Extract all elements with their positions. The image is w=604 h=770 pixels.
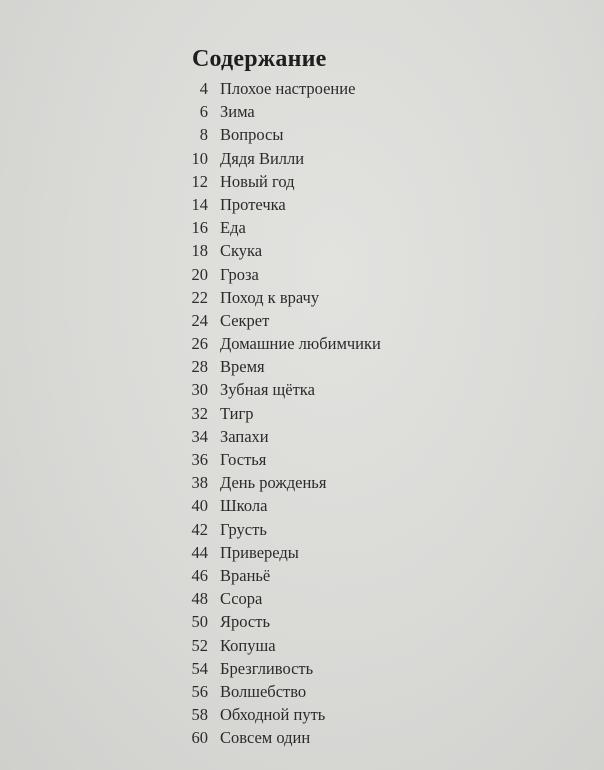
toc-entry [180, 265, 381, 288]
toc-entry-title: Тигр [220, 403, 254, 423]
toc-entry [180, 612, 381, 635]
toc-entry [180, 334, 381, 357]
toc-page-number: 20 [191, 264, 208, 284]
toc-entry-title: Зубная щётка [220, 380, 315, 400]
toc-entry-title: Плохое настроение [220, 79, 356, 98]
toc-entry [180, 149, 381, 172]
toc-entry [180, 636, 381, 659]
toc-page-number: 32 [191, 403, 208, 423]
toc-entry [180, 125, 381, 148]
toc-entry-title: Скука [220, 241, 263, 261]
toc-page-number: 50 [191, 612, 208, 632]
toc-page-number: 6 [199, 102, 208, 122]
toc-entry-title: Волшебство [220, 681, 307, 701]
toc-page-number: 56 [191, 681, 208, 701]
toc-entry-title: Совсем один [220, 728, 311, 748]
toc-entry [180, 473, 381, 496]
toc-entry-title: Грусть [220, 519, 267, 539]
toc-entry [180, 543, 381, 566]
toc-entry [180, 520, 381, 543]
toc-page-number: 24 [191, 310, 208, 330]
toc-page-number: 14 [191, 194, 208, 214]
toc-entry-title: Время [220, 357, 265, 377]
toc-entry-title: Гроза [220, 264, 259, 284]
toc-entry-title: Дядя Вилли [220, 148, 305, 168]
toc-page-number: 36 [191, 450, 208, 469]
table-of-contents [180, 79, 381, 751]
toc-entry [180, 404, 381, 427]
toc-page-number: 12 [191, 171, 208, 191]
toc-entry [180, 566, 381, 589]
toc-page-number: 44 [191, 542, 208, 562]
toc-entry-title: Привереды [220, 542, 299, 562]
toc-entry-title: Секрет [220, 310, 270, 330]
toc-page-number: 42 [191, 519, 208, 539]
toc-page-number: 26 [191, 334, 208, 354]
toc-entry [180, 496, 381, 519]
toc-entry [180, 288, 381, 311]
toc-entry-title: Вопросы [220, 125, 284, 145]
toc-entry-title: Протечка [220, 194, 286, 214]
toc-page-number: 40 [191, 496, 208, 516]
toc-entry-title: Копуша [220, 635, 276, 655]
toc-page-number: 38 [191, 473, 208, 493]
toc-entry-title: Враньё [220, 565, 271, 585]
toc-entry-title: Еда [220, 218, 246, 238]
toc-page-number: 48 [191, 589, 208, 609]
toc-entry [180, 357, 381, 380]
toc-page-number: 22 [191, 287, 208, 307]
toc-page-number: 4 [199, 79, 208, 98]
toc-page-number: 60 [191, 728, 208, 748]
toc-entry [180, 705, 381, 728]
toc-entry [180, 195, 381, 218]
toc-entry-title: Гостья [220, 450, 267, 469]
toc-entry [180, 659, 381, 682]
toc-entry [180, 311, 381, 334]
toc-page-number: 46 [191, 565, 208, 585]
toc-entry-title: Новый год [220, 171, 295, 191]
toc-entry-title: Поход к врачу [220, 287, 320, 307]
toc-entry-title: Ярость [220, 612, 270, 632]
toc-entry [180, 172, 381, 195]
toc-entry [180, 682, 381, 705]
toc-entry [180, 380, 381, 403]
toc-entry [180, 79, 381, 102]
toc-page-number: 54 [191, 658, 208, 678]
toc-page-number: 30 [191, 380, 208, 400]
toc-entry [180, 450, 381, 473]
toc-entry [180, 218, 381, 241]
toc-entry [180, 728, 381, 751]
toc-entry-title: Школа [220, 496, 268, 516]
toc-page-number: 8 [199, 125, 208, 145]
toc-entry-title: Брезгливость [220, 658, 314, 678]
toc-entry-title: Обходной путь [220, 705, 326, 725]
toc-page-number: 34 [191, 426, 208, 446]
toc-page-number: 16 [191, 218, 208, 238]
toc-entry-title: День рожденья [220, 473, 327, 493]
toc-page-number: 52 [191, 635, 208, 655]
toc-entry [180, 589, 381, 612]
toc-entry-title: Домашние любимчики [220, 334, 381, 354]
toc-page-number: 18 [191, 241, 208, 261]
toc-entry-title: Запахи [220, 426, 269, 446]
toc-entry [180, 241, 381, 264]
toc-page-number: 28 [191, 357, 208, 377]
page-title: Содержание [192, 46, 327, 73]
toc-page-number: 58 [191, 705, 208, 725]
toc-entry-title: Ссора [220, 589, 263, 609]
toc-page-number: 10 [191, 148, 208, 168]
toc-entry [180, 427, 381, 450]
toc-entry [180, 102, 381, 125]
toc-entry-title: Зима [220, 102, 255, 122]
